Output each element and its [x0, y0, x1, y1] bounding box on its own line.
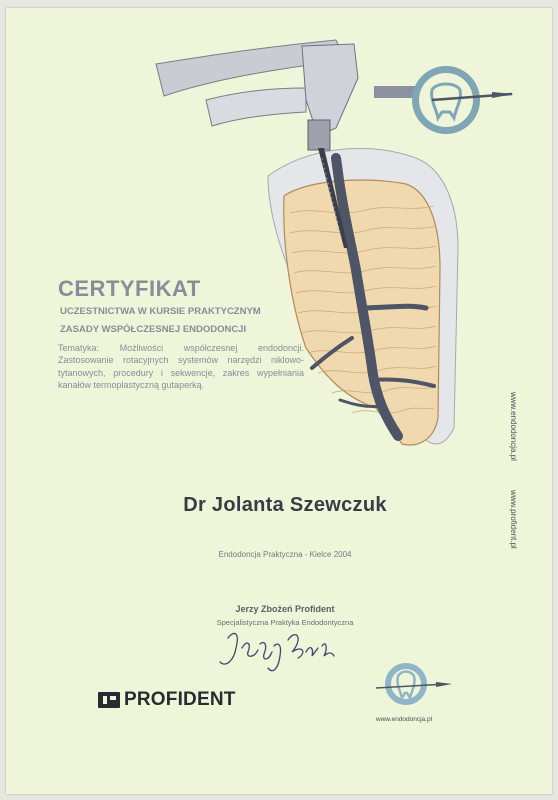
certificate-subtitle-line2: ZASADY WSPÓŁCZESNEJ ENDODONCJI: [60, 324, 247, 335]
certificate-title: CERTYFIKAT: [58, 276, 201, 301]
logo-url: www.endodoncja.pl: [376, 716, 433, 723]
bottom-tooth-logo-icon: [376, 666, 452, 702]
side-url-1: www.endodoncja.pl: [509, 392, 518, 461]
course-place-date: Endodoncja Praktyczna - Kielce 2004: [218, 550, 352, 559]
brand-name: PROFIDENT: [124, 689, 236, 710]
profident-mark-icon: [98, 692, 120, 708]
certificate-subtitle-line1: UCZESTNICTWA W KURSIE PRAKTYCZNYM: [60, 306, 261, 317]
course-description: Tematyka: Możliwości współczesnej endodoncji. Zastosowanie rotacyjnych systemów narzędzi niklowo-tytanowych, procedury i sekwencje, zakres wypełniania kanałów termoplastyczną gutaperką.: [58, 343, 304, 391]
certificate-sheet: [6, 8, 552, 794]
recipient-name: Dr Jolanta Szewczuk: [183, 494, 387, 516]
profident-brand: [98, 689, 236, 711]
endodontic-handpiece-icon: [156, 40, 358, 150]
tooth-illustration: [6, 8, 552, 794]
tooth-logo-icon: [374, 66, 514, 134]
signer-name: Jerzy Zbożeń Profident: [235, 604, 335, 614]
signer-practice: Specjalistyczna Praktyka Endodontyczna: [216, 618, 354, 627]
side-url-2: www.profident.pl: [509, 490, 518, 549]
signature: [220, 633, 334, 670]
